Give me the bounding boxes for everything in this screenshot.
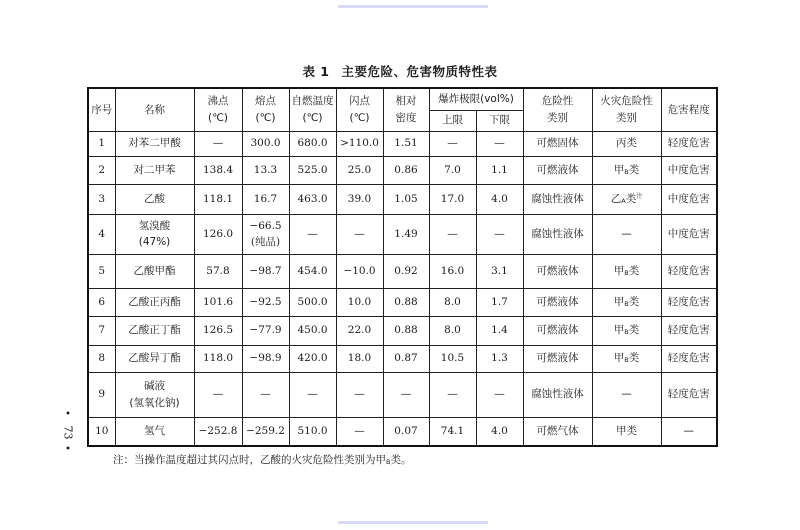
cell-name (115, 131, 194, 156)
table-title (0, 62, 800, 80)
cell-autoignition-temp: 420.0 (289, 345, 336, 372)
header-lower-limit: 下限 (476, 110, 523, 131)
header-flash-point (336, 88, 383, 131)
cell-upper-limit: — (429, 131, 476, 156)
cell-hazard-class: 可燃液体 (523, 156, 592, 184)
cell-index: 1 (88, 131, 115, 156)
cell-boiling-point (194, 184, 242, 214)
cell-name (115, 156, 194, 184)
cell-lower-limit: 1.4 (476, 316, 523, 345)
fire-class-tail: 类 (628, 295, 640, 308)
cell-name-line: 氢气 (144, 425, 165, 438)
cell-name (115, 254, 194, 288)
fire-class-sub: B (624, 268, 629, 277)
cell-upper-limit: 74.1 (429, 417, 476, 446)
cell-melting-point (242, 156, 289, 184)
cell-upper-limit: — (429, 214, 476, 254)
fire-class-tail: 类 (628, 264, 640, 277)
cell-boiling-point (194, 417, 242, 446)
cell-boiling-point-line: 118.0 (202, 352, 234, 365)
cell-boiling-point-line: 57.8 (206, 264, 230, 277)
cell-name-line: 氢溴酸 (138, 219, 171, 232)
cell-boiling-point-line: — (212, 137, 224, 150)
header-upper-limit: 上限 (429, 110, 476, 131)
cell-lower-limit: — (476, 131, 523, 156)
fire-class-main: 甲 (613, 324, 625, 337)
cell-autoignition-temp: 454.0 (289, 254, 336, 288)
cell-melting-point-line: −92.5 (249, 295, 282, 308)
table-row (88, 214, 717, 254)
fire-class-main: — (621, 227, 632, 240)
cell-hazard-level: 轻度危害 (661, 254, 717, 288)
fire-class-sub: B (624, 167, 629, 176)
header-unit: (℃) (208, 111, 228, 124)
cell-fire-hazard-class (592, 254, 661, 288)
table-row (88, 184, 717, 214)
fire-class-sub: B (624, 356, 629, 365)
cell-hazard-level: 轻度危害 (661, 288, 717, 316)
cell-relative-density: 0.92 (383, 254, 429, 288)
cell-name (115, 184, 194, 214)
table-row (88, 417, 717, 446)
table-row (88, 345, 717, 372)
cell-flash-point: — (336, 372, 383, 417)
cell-relative-density: 1.49 (383, 214, 429, 254)
cell-relative-density: 1.51 (383, 131, 429, 156)
cell-relative-density: 0.86 (383, 156, 429, 184)
cell-index: 6 (88, 288, 115, 316)
cell-autoignition-temp: 463.0 (289, 184, 336, 214)
header-line: 类别 (616, 111, 637, 124)
table-title-text: 主要危险、危害物质特性表 (341, 64, 498, 79)
cell-name (115, 372, 194, 417)
cell-lower-limit: 1.7 (476, 288, 523, 316)
table-footnote (113, 452, 411, 467)
table-row (88, 131, 717, 156)
cell-upper-limit: 17.0 (429, 184, 476, 214)
cell-upper-limit: 10.5 (429, 345, 476, 372)
cell-relative-density: 0.07 (383, 417, 429, 446)
cell-upper-limit: — (429, 372, 476, 417)
header-line: 熔点 (255, 95, 276, 108)
page-dot: • (65, 444, 71, 455)
cell-hazard-class: 腐蚀性液体 (523, 184, 592, 214)
cell-boiling-point-line: 138.4 (202, 163, 234, 176)
header-fire-hazard-class (592, 88, 661, 131)
cell-name (115, 288, 194, 316)
cell-fire-hazard-class (592, 316, 661, 345)
cell-melting-point-line: −259.2 (246, 425, 285, 438)
cell-index: 2 (88, 156, 115, 184)
header-index: 序号 (88, 88, 115, 131)
fire-class-main: — (621, 388, 632, 401)
fire-class-sub: A (621, 196, 626, 205)
cell-melting-point-line: 300.0 (250, 137, 281, 150)
cell-melting-point (242, 254, 289, 288)
header-explosion-limit: 爆炸极限(vol%) (429, 88, 523, 110)
fire-class-tail: 类 (628, 163, 640, 176)
cell-hazard-class: 可燃固体 (523, 131, 592, 156)
header-autoignition-temp (289, 88, 336, 131)
cell-flash-point: −10.0 (336, 254, 383, 288)
cell-hazard-level: 中度危害 (661, 184, 717, 214)
fire-class-main: 甲 (613, 264, 625, 277)
fire-class-tail: 类 (625, 192, 637, 205)
cell-melting-point-line: — (260, 388, 271, 401)
cell-name-line: 乙酸甲酯 (133, 264, 176, 277)
cell-fire-hazard-class (592, 288, 661, 316)
hazard-properties-table (87, 87, 718, 447)
header-line: 危险性 (541, 95, 574, 108)
cell-name-line: (47%) (138, 236, 171, 248)
fire-class-tail: 类 (628, 324, 640, 337)
table-row (88, 254, 717, 288)
header-line: 火灾危险性 (600, 95, 653, 108)
cell-hazard-level: 中度危害 (661, 156, 717, 184)
cell-upper-limit: 16.0 (429, 254, 476, 288)
cell-autoignition-temp: 500.0 (289, 288, 336, 316)
cell-autoignition-temp: 510.0 (289, 417, 336, 446)
cell-hazard-level: 轻度危害 (661, 345, 717, 372)
cell-boiling-point (194, 345, 242, 372)
fire-class-sub: B (624, 328, 629, 337)
cell-name (115, 214, 194, 254)
cell-relative-density: — (383, 372, 429, 417)
cell-melting-point-line: −98.7 (249, 264, 282, 277)
cell-fire-hazard-class (592, 372, 661, 417)
cell-melting-point (242, 372, 289, 417)
header-boiling-point (194, 88, 242, 131)
table-row (88, 316, 717, 345)
cell-hazard-class: 可燃液体 (523, 288, 592, 316)
cell-name-line: (氢氧化钠) (129, 396, 180, 409)
cell-hazard-class: 腐蚀性液体 (523, 214, 592, 254)
cell-flash-point: 39.0 (336, 184, 383, 214)
fire-class-main: 甲类 (616, 425, 637, 438)
cell-name-line: 碱液 (144, 380, 165, 393)
cell-relative-density: 0.88 (383, 288, 429, 316)
cell-boiling-point (194, 316, 242, 345)
fire-class-main: 乙 (610, 192, 622, 205)
cell-boiling-point (194, 288, 242, 316)
cell-name-line: 乙酸 (144, 192, 165, 205)
header-unit: (℃) (349, 111, 370, 124)
cell-index: 3 (88, 184, 115, 214)
cell-name-line: 乙酸正丁酯 (128, 324, 181, 337)
cell-relative-density: 0.88 (383, 316, 429, 345)
cell-hazard-class: 可燃液体 (523, 254, 592, 288)
cell-boiling-point (194, 372, 242, 417)
cell-melting-point-line: −98.9 (249, 352, 282, 365)
cell-upper-limit: 8.0 (429, 288, 476, 316)
header-line: 沸点 (207, 95, 229, 108)
note-subscript: B (386, 458, 391, 466)
cell-autoignition-temp: — (289, 372, 336, 417)
cell-boiling-point-line: — (212, 388, 224, 401)
cell-name-line: 对二甲苯 (133, 163, 176, 176)
cell-flash-point: 22.0 (336, 316, 383, 345)
fire-class-main: 甲 (613, 163, 625, 176)
fire-class-main: 甲 (613, 295, 625, 308)
cell-hazard-class: 腐蚀性液体 (523, 372, 592, 417)
table-number: 表 1 (302, 64, 330, 79)
header-unit: (℃) (255, 111, 276, 124)
watermark-bottom (338, 521, 488, 524)
cell-flash-point: 25.0 (336, 156, 383, 184)
cell-hazard-class: 可燃液体 (523, 345, 592, 372)
cell-melting-point-line: −77.9 (249, 324, 282, 337)
cell-index: 7 (88, 316, 115, 345)
cell-melting-point-line: (纯品) (250, 236, 281, 248)
cell-name-line: 对苯二甲酸 (128, 137, 181, 150)
cell-boiling-point (194, 214, 242, 254)
cell-fire-hazard-class (592, 417, 661, 446)
cell-name-line: 乙酸正丙酯 (128, 295, 181, 308)
cell-autoignition-temp: 680.0 (289, 131, 336, 156)
cell-index: 9 (88, 372, 115, 417)
cell-hazard-level: — (661, 417, 717, 446)
cell-lower-limit: 1.1 (476, 156, 523, 184)
cell-index: 10 (88, 417, 115, 446)
cell-flash-point: 18.0 (336, 345, 383, 372)
header-line: 闪点 (349, 95, 370, 108)
cell-boiling-point-line: 101.6 (202, 295, 234, 308)
header-hazard-level: 危害程度 (661, 88, 717, 131)
cell-hazard-level: 轻度危害 (661, 131, 717, 156)
header-line: 相对 (395, 95, 417, 108)
header-name: 名称 (115, 88, 194, 131)
cell-lower-limit: 3.1 (476, 254, 523, 288)
cell-lower-limit: — (476, 214, 523, 254)
cell-lower-limit: 4.0 (476, 184, 523, 214)
cell-autoignition-temp: 525.0 (289, 156, 336, 184)
cell-fire-hazard-class (592, 184, 661, 214)
cell-melting-point (242, 288, 289, 316)
cell-index: 4 (88, 214, 115, 254)
header-relative-density (383, 88, 429, 131)
cell-boiling-point-line: 126.0 (202, 227, 234, 240)
header-unit: (℃) (302, 111, 323, 124)
cell-flash-point: — (336, 417, 383, 446)
cell-melting-point (242, 345, 289, 372)
cell-hazard-level: 轻度危害 (661, 372, 717, 417)
cell-hazard-class: 可燃气体 (523, 417, 592, 446)
cell-fire-hazard-class (592, 156, 661, 184)
table-row (88, 288, 717, 316)
watermark-top (338, 5, 488, 8)
cell-name-line: 乙酸异丁酯 (128, 352, 181, 365)
cell-melting-point-line: 13.3 (253, 163, 278, 176)
cell-boiling-point (194, 254, 242, 288)
cell-boiling-point (194, 156, 242, 184)
header-line: 自燃温度 (291, 95, 334, 108)
header-line: 密度 (395, 111, 417, 124)
cell-index: 5 (88, 254, 115, 288)
table-row (88, 156, 717, 184)
cell-name (115, 417, 194, 446)
cell-melting-point (242, 214, 289, 254)
cell-melting-point (242, 417, 289, 446)
cell-melting-point-line: −66.5 (249, 219, 282, 232)
cell-lower-limit: 1.3 (476, 345, 523, 372)
fire-class-sup: 注 (636, 192, 643, 200)
cell-boiling-point (194, 131, 242, 156)
cell-fire-hazard-class (592, 214, 661, 254)
table-row (88, 372, 717, 417)
cell-lower-limit: 4.0 (476, 417, 523, 446)
cell-lower-limit: — (476, 372, 523, 417)
cell-boiling-point-line: 118.1 (202, 192, 234, 205)
header-line: 类别 (547, 111, 568, 124)
page-number-text: 73 (61, 425, 75, 440)
cell-relative-density: 1.05 (383, 184, 429, 214)
fire-class-tail: 类 (628, 352, 640, 365)
cell-hazard-class: 可燃液体 (523, 316, 592, 345)
note-suffix: 类。 (390, 454, 412, 466)
cell-name (115, 345, 194, 372)
cell-flash-point: — (336, 214, 383, 254)
cell-flash-point: 10.0 (336, 288, 383, 316)
cell-melting-point-line: 16.7 (253, 192, 278, 205)
cell-melting-point (242, 316, 289, 345)
cell-upper-limit: 7.0 (429, 156, 476, 184)
cell-upper-limit: 8.0 (429, 316, 476, 345)
cell-melting-point (242, 131, 289, 156)
cell-boiling-point-line: 126.5 (202, 324, 234, 337)
cell-hazard-level: 中度危害 (661, 214, 717, 254)
page-dot: • (65, 409, 71, 420)
cell-index: 8 (88, 345, 115, 372)
cell-fire-hazard-class (592, 345, 661, 372)
page-number (58, 410, 78, 470)
cell-relative-density: 0.87 (383, 345, 429, 372)
cell-boiling-point-line: −252.8 (198, 425, 238, 438)
header-melting-point (242, 88, 289, 131)
cell-hazard-level: 轻度危害 (661, 316, 717, 345)
cell-flash-point: >110.0 (336, 131, 383, 156)
fire-class-main: 丙类 (616, 137, 637, 150)
note-text: 注：当操作温度超过其闪点时，乙酸的火灾危险性类别为甲 (113, 454, 386, 466)
fire-class-sub: B (624, 299, 629, 308)
cell-autoignition-temp: — (289, 214, 336, 254)
fire-class-main: 甲 (613, 352, 625, 365)
header-hazard-class (523, 88, 592, 131)
cell-autoignition-temp: 450.0 (289, 316, 336, 345)
cell-melting-point (242, 184, 289, 214)
cell-fire-hazard-class (592, 131, 661, 156)
cell-name (115, 316, 194, 345)
